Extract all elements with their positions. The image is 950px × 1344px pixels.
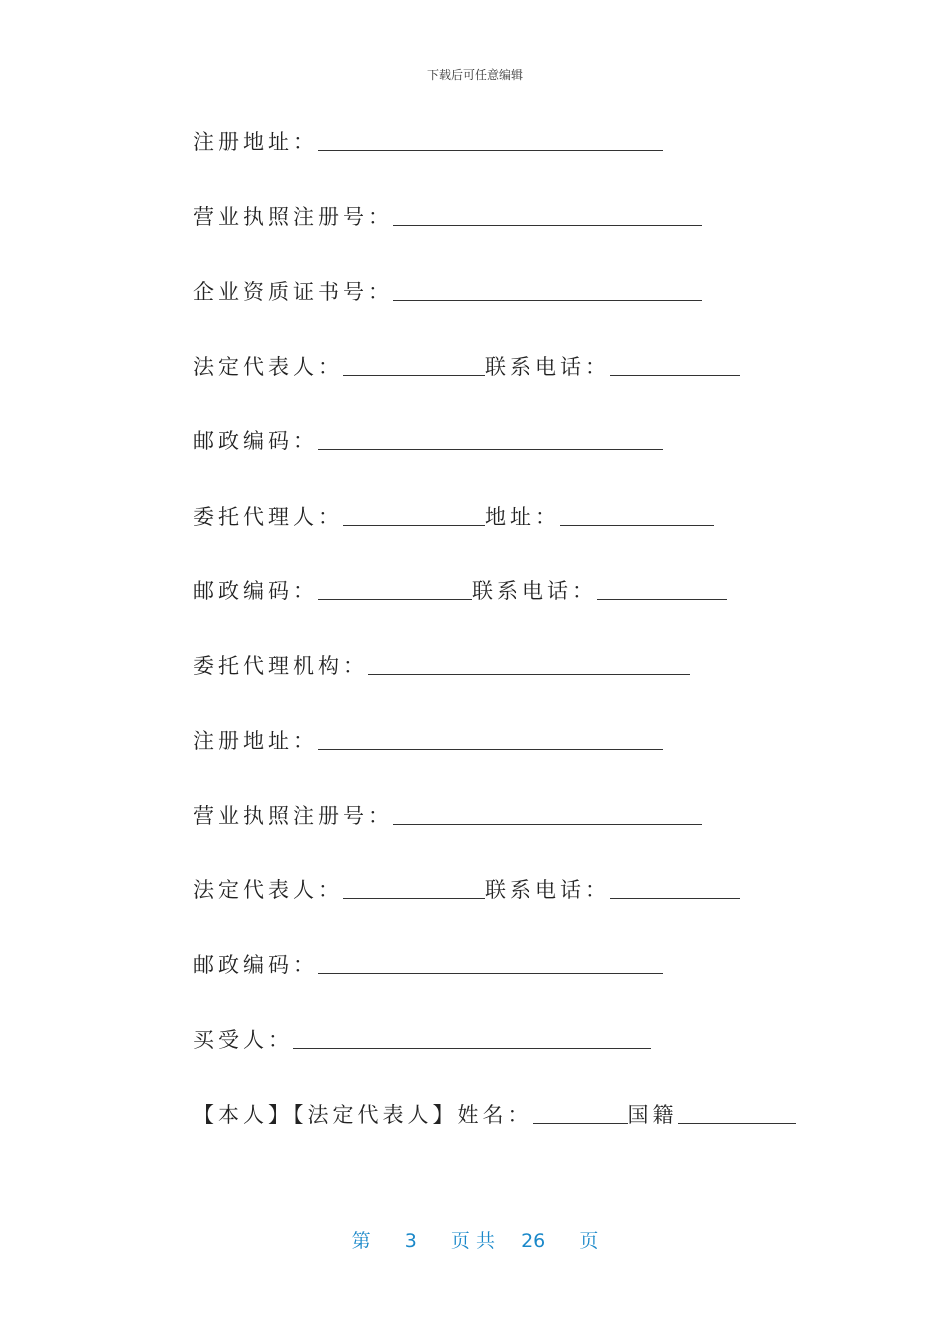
fill-blank[interactable] [318,748,663,750]
page-suffix: 页 [579,1230,599,1252]
field-label: 联系电话： [485,878,610,902]
form-line-buyer [193,1024,651,1054]
field-label: 注册地址： [193,130,318,154]
form-line-postal-phone [193,575,727,605]
field-label: 邮政编码： [193,953,318,977]
field-label: 联系电话： [485,355,610,379]
field-label: 地址： [485,505,560,529]
fill-blank[interactable] [393,299,702,301]
fill-blank[interactable] [393,224,702,226]
field-label: 【本人】【法定代表人】姓名： [193,1103,533,1127]
field-label: 营业执照注册号： [193,205,393,229]
form-line-postal-code [193,425,663,455]
form-line-legal-rep-phone-2 [193,874,740,904]
field-label: 注册地址： [193,729,318,753]
form-line-registered-address-2 [193,725,663,755]
fill-blank[interactable] [678,1122,796,1124]
page-prefix: 第 [351,1230,371,1252]
fill-blank[interactable] [343,374,485,376]
fill-blank[interactable] [318,972,663,974]
fill-blank[interactable] [343,524,485,526]
fill-blank[interactable] [610,374,740,376]
page-header-note: 下载后可任意编辑 [426,68,523,82]
fill-blank[interactable] [597,598,727,600]
page-mid: 页 共 [450,1230,495,1252]
field-label: 法定代表人： [193,878,343,902]
field-label: 邮政编码： [193,579,318,603]
form-line-postal-code-2 [193,949,663,979]
form-line-registered-address [193,126,663,156]
form-line-agency [193,650,690,680]
fill-blank[interactable] [393,823,702,825]
fill-blank[interactable] [343,897,485,899]
form-line-legal-rep-phone [193,351,740,381]
fill-blank[interactable] [610,897,740,899]
field-label: 委托代理机构： [193,654,368,678]
field-label: 邮政编码： [193,429,318,453]
total-pages-number: 26 [521,1230,546,1252]
fill-blank[interactable] [318,598,472,600]
current-page-number: 3 [404,1230,417,1252]
fill-blank[interactable] [368,673,690,675]
form-line-business-license [193,201,702,231]
page-footer [0,1226,950,1253]
fill-blank[interactable] [318,448,663,450]
fill-blank[interactable] [318,149,663,151]
fill-blank[interactable] [533,1122,628,1124]
field-label: 联系电话： [472,579,597,603]
fill-blank[interactable] [560,524,714,526]
form-line-name-nationality [193,1099,796,1129]
form-line-business-license-2 [193,800,702,830]
field-label: 委托代理人： [193,505,343,529]
field-label: 买受人： [193,1028,293,1052]
form-line-qualification-cert [193,276,702,306]
field-label: 法定代表人： [193,355,343,379]
fill-blank[interactable] [293,1047,651,1049]
form-line-agent-address [193,501,714,531]
field-label: 企业资质证书号： [193,280,393,304]
field-label: 国籍 [627,1103,678,1127]
field-label: 营业执照注册号： [193,804,393,828]
